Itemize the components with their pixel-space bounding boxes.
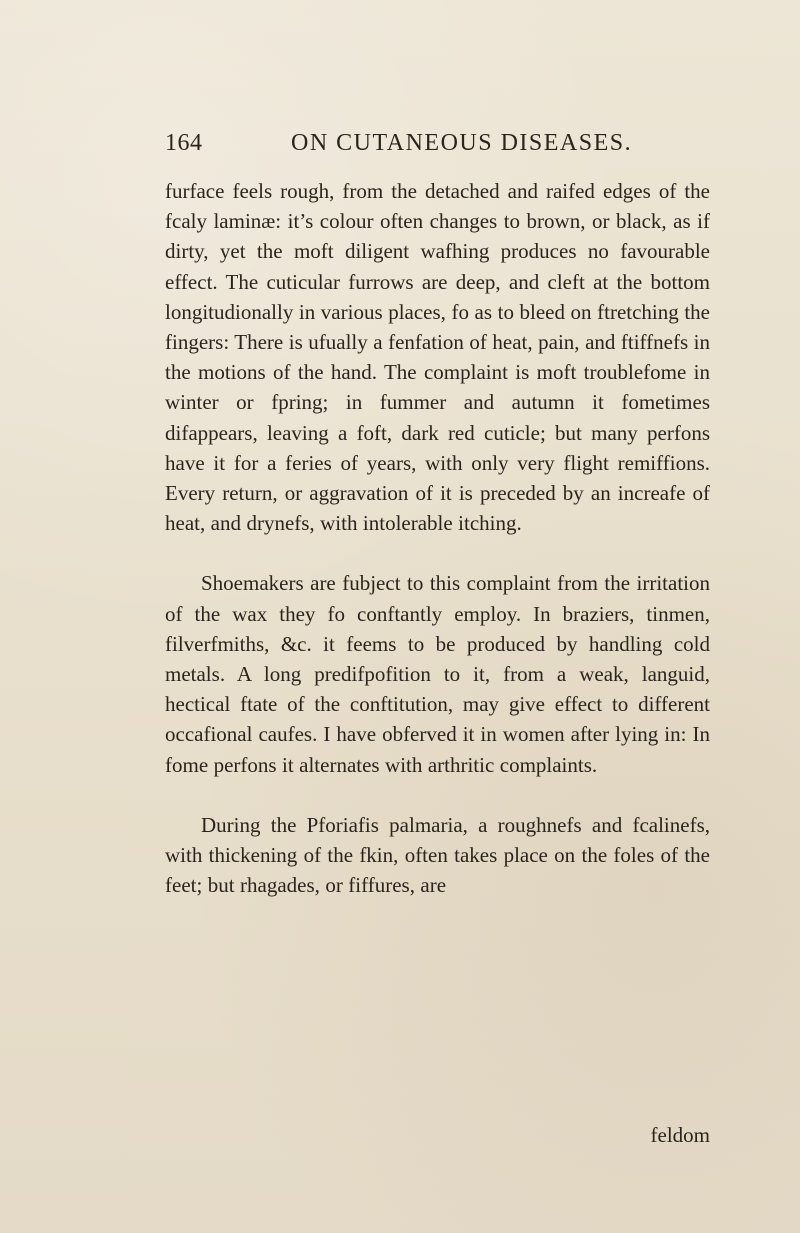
paragraph-2: Shoemakers are fubject to this complaint from the irritation of the wax they fo conftantly employ. In braziers, tinmen, filverfmiths, &c. it feems to be produced by handling cold metals. A long predifpofition to it, from a weak, languid, hectical ftate of the conftitution, may give effect to different occafional caufes. I have obferved it in women after lying in: In fome perfons it alternates with arthritic complaints. <box>165 571 710 777</box>
paragraph-1: furface feels rough, from the detached and raifed edges of the fcaly laminæ: it’s colour often changes to brown, or black, as if dirty, yet the moft diligent wafhing produces no favourable effect. The cuticular furrows are deep, and cleft at the bottom longitudionally in various places, fo as to bleed on ftretching the fingers: There is ufually a fenfation of heat, pain, and ftiffnefs in the motions of the hand. The complaint is moft troublefome in winter or fpring; in fummer and autumn it fometimes difappears, leaving a foft, dark red cuticle; but many perfons have it for a feries of years, with only very flight remiffions. Every return, or aggravation of it is preceded by an increafe of heat, and drynefs, with intolerable itching. <box>165 179 710 536</box>
page-number: 164 <box>165 130 203 156</box>
running-head: ON CUTANEOUS DISEASES. <box>291 130 633 156</box>
page-content <box>165 122 710 1147</box>
catchword: feldom <box>650 1123 710 1147</box>
paragraph-3: During the Pforiafis palmaria, a roughnefs and fcalinefs, with thickening of the fkin, often takes place on the foles of the feet; but rhagades, or fiffures, are <box>165 812 710 898</box>
page-header <box>165 122 710 164</box>
